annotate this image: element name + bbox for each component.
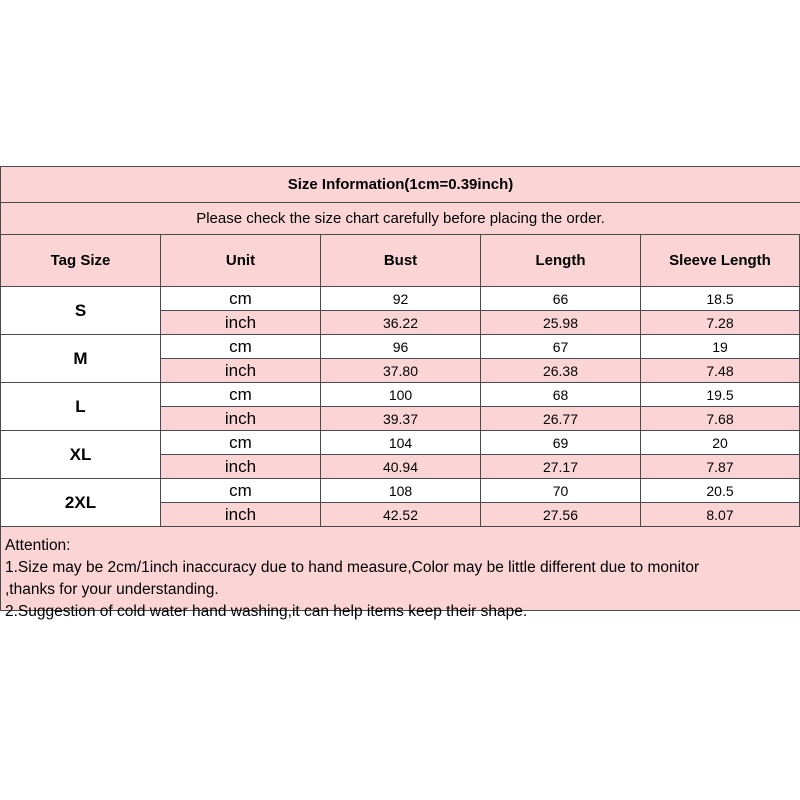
sleeve-cell: 20.5 xyxy=(641,479,800,503)
note-line: 2.Suggestion of cold water hand washing,it can help items keep their shape. xyxy=(5,603,528,620)
sleeve-cell: 19 xyxy=(641,335,800,359)
size-block-s xyxy=(1,287,800,335)
table-row xyxy=(161,359,800,383)
unit-cell: inch xyxy=(161,455,321,479)
bust-cell: 39.37 xyxy=(321,407,481,431)
sleeve-cell: 7.68 xyxy=(641,407,800,431)
table-row xyxy=(161,503,800,527)
chart-title: Size Information(1cm=0.39inch) xyxy=(1,167,800,203)
header-row xyxy=(1,235,800,287)
size-block-xl xyxy=(1,431,800,479)
unit-cell: inch xyxy=(161,359,321,383)
table-row xyxy=(161,479,800,503)
unit-cell: cm xyxy=(161,335,321,359)
length-cell: 68 xyxy=(481,383,641,407)
unit-cell: cm xyxy=(161,479,321,503)
sleeve-cell: 19.5 xyxy=(641,383,800,407)
table-row xyxy=(161,407,800,431)
unit-cell: inch xyxy=(161,407,321,431)
bust-cell: 108 xyxy=(321,479,481,503)
tag-size-cell: XL xyxy=(1,431,161,479)
bust-cell: 92 xyxy=(321,287,481,311)
bust-cell: 96 xyxy=(321,335,481,359)
table-row xyxy=(161,455,800,479)
bust-cell: 104 xyxy=(321,431,481,455)
table-row xyxy=(161,287,800,311)
table-row xyxy=(161,431,800,455)
length-cell: 66 xyxy=(481,287,641,311)
bust-cell: 42.52 xyxy=(321,503,481,527)
size-block-l xyxy=(1,383,800,431)
sleeve-cell: 20 xyxy=(641,431,800,455)
bust-cell: 36.22 xyxy=(321,311,481,335)
table-row xyxy=(161,335,800,359)
size-chart-table xyxy=(0,166,800,620)
sleeve-cell: 7.48 xyxy=(641,359,800,383)
header-unit: Unit xyxy=(161,235,321,287)
header-length: Length xyxy=(481,235,641,287)
chart-subtitle: Please check the size chart carefully before placing the order. xyxy=(1,203,800,235)
header-bust: Bust xyxy=(321,235,481,287)
sleeve-cell: 7.28 xyxy=(641,311,800,335)
bust-cell: 100 xyxy=(321,383,481,407)
length-cell: 27.56 xyxy=(481,503,641,527)
header-tag-size: Tag Size xyxy=(1,235,161,287)
length-cell: 67 xyxy=(481,335,641,359)
bust-cell: 40.94 xyxy=(321,455,481,479)
sleeve-cell: 18.5 xyxy=(641,287,800,311)
length-cell: 26.38 xyxy=(481,359,641,383)
notes-heading: Attention: xyxy=(5,537,71,554)
length-cell: 70 xyxy=(481,479,641,503)
note-line: 1.Size may be 2cm/1inch inaccuracy due to hand measure,Color may be little different due to monitor xyxy=(5,559,700,576)
note-line: ,thanks for your understanding. xyxy=(5,581,219,598)
length-cell: 69 xyxy=(481,431,641,455)
size-block-2xl xyxy=(1,479,800,527)
tag-size-cell: 2XL xyxy=(1,479,161,527)
length-cell: 25.98 xyxy=(481,311,641,335)
tag-size-cell: S xyxy=(1,287,161,335)
length-cell: 26.77 xyxy=(481,407,641,431)
bust-cell: 37.80 xyxy=(321,359,481,383)
unit-cell: inch xyxy=(161,311,321,335)
header-sleeve-length: Sleeve Length xyxy=(641,235,800,287)
sleeve-cell: 7.87 xyxy=(641,455,800,479)
attention-notes xyxy=(1,527,800,620)
unit-cell: cm xyxy=(161,287,321,311)
unit-cell: inch xyxy=(161,503,321,527)
table-row xyxy=(161,311,800,335)
table-row xyxy=(161,383,800,407)
size-block-m xyxy=(1,335,800,383)
tag-size-cell: M xyxy=(1,335,161,383)
unit-cell: cm xyxy=(161,383,321,407)
sleeve-cell: 8.07 xyxy=(641,503,800,527)
length-cell: 27.17 xyxy=(481,455,641,479)
tag-size-cell: L xyxy=(1,383,161,431)
unit-cell: cm xyxy=(161,431,321,455)
